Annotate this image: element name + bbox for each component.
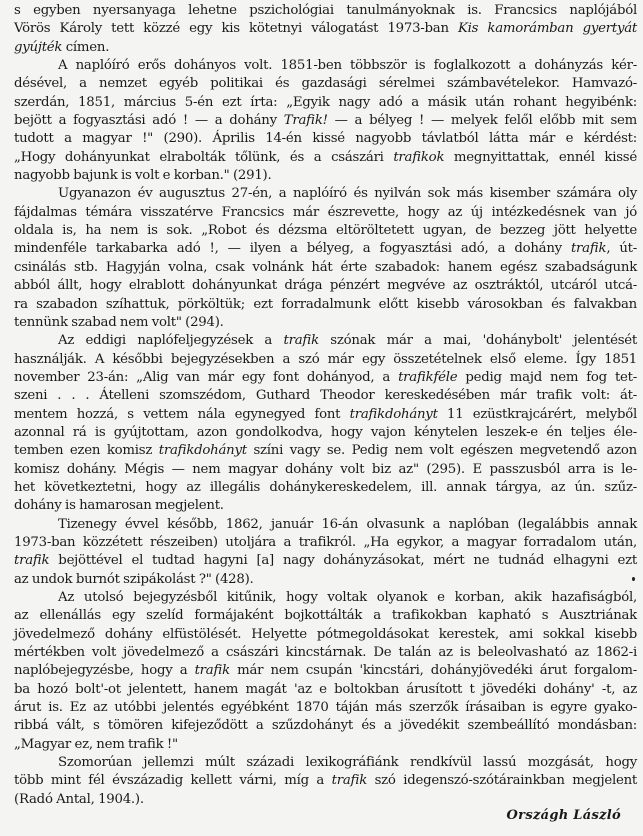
paragraph bbox=[14, 57, 637, 185]
text-line: tudott a magyar !" (290). Április 14-én kissé nagyobb távlatból látta már e kérdést: bbox=[14, 131, 637, 147]
text-line: „Hogy dohányunkat elrabolták tőlünk, és a császári trafikok megnyittattak, ennél kissé bbox=[14, 149, 637, 165]
text-line: bejött a fogyasztási adó ! — a dohány Trafik! — a bélyeg ! — melyek felől előbb mit sem bbox=[14, 113, 637, 129]
text-line: trafik bejöttével el tudtad hagyni [a] nagy dohányzásokat, mért ne tudnád elhagyni ezt bbox=[14, 553, 637, 569]
italic-term: trafikdohányt bbox=[158, 443, 247, 459]
italic-term: trafikdohányt bbox=[349, 406, 438, 422]
paragraph bbox=[14, 185, 637, 332]
text-line: mindenféle tarkabarka adó !, — ilyen a bélyeg, a fogyasztási adó, a dohány trafik, út- bbox=[14, 241, 637, 257]
text-line: árut is. Ez az utóbbi jelentés egyébként 1870 táján más szerzők írásaiban is egyre gyako- bbox=[14, 700, 637, 716]
text-line: A naplóíró erős dohányos volt. 1851-ben többször is foglalkozott a dohányzás kér- bbox=[58, 58, 637, 74]
italic-term: trafikok bbox=[393, 149, 445, 165]
paragraph bbox=[14, 516, 637, 589]
paragraph bbox=[14, 2, 637, 57]
text-line: gyújték címen. bbox=[14, 39, 110, 55]
italic-term: trafikféle bbox=[398, 369, 458, 385]
italic-term: trafik bbox=[331, 773, 368, 789]
text-line: Ugyanazon év augusztus 27-én, a naplóíró és nyilván sok más kisember számára oly bbox=[58, 186, 637, 202]
text-line: több mint fél évszázadig kellett várni, míg a trafik szó idegenszó-szótárainkban megjelent bbox=[14, 773, 637, 789]
text-line: désével, a nemzet egyéb politikai és gazdasági sérelmei számbavételekor. Hamvazó- bbox=[14, 76, 637, 92]
paragraph bbox=[14, 332, 637, 515]
paragraph bbox=[14, 754, 637, 809]
text-line: ribbá vált, s tömören kifejeződött a szűzdohányt és a jövedékit szembeállító mondásban: bbox=[14, 718, 637, 734]
italic-term: trafik bbox=[194, 663, 230, 679]
text-line: komisz dohány. Mégis — nem magyar dohány volt biz az" (295). E passzusból arra is le- bbox=[14, 461, 637, 477]
text-line: tennünk szabad nem volt" (294). bbox=[14, 314, 224, 330]
text-line: Tizenegy évvel később, 1862, január 16-án olvasunk a naplóban (legalábbis annak bbox=[58, 516, 637, 532]
text-line: (Radó Antal, 1904.). bbox=[14, 791, 144, 807]
text-line: 1973-ban közzétett részeiben) utoljára a trafikról. „Ha egykor, a magyar forradalom után, bbox=[14, 534, 637, 550]
text-line: Vörös Károly tett közzé egy kis kötetnyi válogatást 1973-ban Kis kamorámban gyertyát bbox=[14, 21, 637, 37]
text-line: november 23-án: „Alig van már egy font dohányod, a trafikféle pedig majd nem fog tet- bbox=[14, 369, 637, 385]
text-line: Az utolsó bejegyzésből kitűnik, hogy voltak olyanok e korban, akik hazafiságból, bbox=[58, 590, 637, 605]
text-line: het következtetni, hogy az illegális dohánykereskedelem, ill. annak tárgya, az ún. szűz- bbox=[14, 479, 637, 495]
text-line: s egyben nyersanyaga lehetne pszichológiai tanulmányoknak is. Francsics naplójából bbox=[14, 3, 637, 18]
author-signature: Országh László bbox=[506, 808, 621, 823]
text-line: azonnal rá is gyújtottam, azon gondolkodva, hogy vajon kénytelen leszek-e én teljes éle- bbox=[14, 424, 637, 440]
text-line: mentem hozzá, s vettem nála egynegyed font trafikdohányt 11 ezüstkrajcárért, melyből bbox=[14, 406, 637, 422]
text-line: ba hozó bolt'-ot jelentett, hanem magát 'az e boltokban árusított t jövedéki dohány' -t, az bbox=[14, 681, 637, 697]
italic-term: trafik bbox=[283, 333, 319, 349]
text-line: mértékben volt jövedelmező a császári kincstárnak. De talán az is beleolvasható az 1862-i bbox=[14, 645, 637, 661]
text-line: abból állt, hogy elrablott dohányunkat drága pénzért megvéve az osztráktól, utcáról utcá- bbox=[14, 278, 637, 294]
text-line: használják. A későbbi bejegyzésekben a szó már egy összetételnek első eleme. Így 1851 bbox=[14, 351, 637, 367]
text-line: nagyobb bajunk is volt e korban." (291). bbox=[14, 168, 272, 184]
text-line: Az eddigi naplófeljegyzések a trafik szónak már a mai, 'dohánybolt' jelentését bbox=[58, 333, 637, 349]
italic-term: trafik bbox=[570, 241, 607, 257]
text-line: jövedelmező dohány elfüstölését. Helyette pótmegoldásokat kerestek, ami sokkal kisebb bbox=[14, 626, 637, 642]
scan-speck bbox=[632, 577, 635, 581]
text-line: dohány is hamarosan megjelent. bbox=[14, 498, 224, 514]
text-line: Szomorúan jellemzi múlt századi lexikográfiánk rendkívül lassú mozgását, hogy bbox=[58, 755, 637, 771]
text-line: csinálás stb. Hagyján volna, csak volnánk hát érte szabadok: hanem egész szabadságunk bbox=[14, 259, 637, 275]
italic-term: gyújték bbox=[14, 39, 63, 55]
text-line: temben ezen komisz trafikdohányt színi vagy se. Pedig nem volt egészen megvetendő azon bbox=[14, 443, 637, 459]
text-line: oldala is, ha nem is sok. „Robot és dézsma eltöröltetett ugyan, de bezzeg jött helyette bbox=[14, 223, 637, 239]
text-line: az ellenállás egy szelíd formájaként bojkottálták a trafikokban kapható s Ausztriának bbox=[14, 608, 637, 624]
text-line: szerdán, 1851, március 5-én ezt írta: „Egyik nagy adó a másik után rohant hegyibénk: bbox=[14, 94, 637, 110]
italic-term: Kis kamorámban gyertyát bbox=[457, 21, 637, 37]
text-line: ra szabadon szíhattuk, pörköltük; ezt forradalmunk előtt kisebb városokban és falvakban bbox=[14, 296, 637, 312]
paragraph bbox=[14, 589, 637, 754]
text-line: fájdalmas témára visszatérve Francsics már észrevette, hogy az új intézkedésnek van jó bbox=[14, 204, 637, 220]
text-line: „Magyar ez, nem trafik !" bbox=[14, 736, 178, 752]
text-line: szeni . . . Átelleni szomszédom, Guthard Theodor kereskedésében már trafik volt: át- bbox=[14, 388, 637, 404]
text-line: naplóbejegyzésbe, hogy a trafik már nem csupán 'kincstári, dohányjövedéki árut forgalom- bbox=[14, 663, 637, 679]
text-line: az undok burnót szipákolást ?" (428). bbox=[14, 571, 254, 587]
article-body bbox=[14, 2, 637, 809]
italic-term: trafik bbox=[14, 553, 50, 569]
italic-term: Trafik! bbox=[283, 113, 328, 129]
